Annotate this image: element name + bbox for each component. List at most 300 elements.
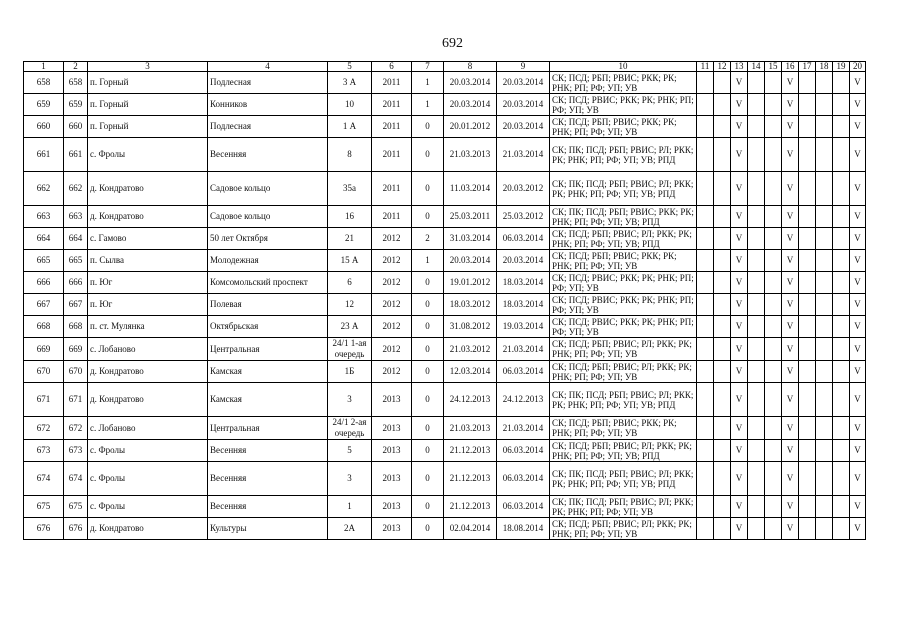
check-cell-16: V: [782, 383, 799, 417]
table-row: [24, 206, 866, 228]
table-row: [24, 338, 866, 361]
date-start-cell: 11.03.2014: [444, 172, 497, 206]
check-cell-18: [816, 338, 833, 361]
check-cell-17: [799, 250, 816, 272]
check-cell-14: [748, 294, 765, 316]
date-start-cell: 21.03.2013: [444, 138, 497, 172]
house-cell: 5: [328, 440, 372, 462]
column-header-13: 13: [731, 62, 748, 72]
count-cell: 0: [412, 272, 444, 294]
check-cell-15: [765, 250, 782, 272]
table-row: [24, 361, 866, 383]
works-cell: СК; ПСД; РВИС; РКК; РК; РНК; РП; РФ; УП; УВ: [550, 94, 697, 116]
date-end-cell: 21.03.2014: [497, 138, 550, 172]
year-cell: 2011: [372, 138, 412, 172]
date-end-cell: 18.08.2014: [497, 518, 550, 540]
settlement-cell: с. Фролы: [88, 440, 208, 462]
check-cell-14: [748, 316, 765, 338]
street-cell: Октябрьская: [208, 316, 328, 338]
row-index-cell: 675: [64, 496, 88, 518]
row-number-cell: 674: [24, 462, 64, 496]
row-index-cell: 671: [64, 383, 88, 417]
works-cell: СК; ПК; ПСД; РБП; РВИС; РЛ; РКК; РК; РНК; РП; РФ; УП; УВ; РПД: [550, 138, 697, 172]
check-cell-15: [765, 316, 782, 338]
date-start-cell: 20.01.2012: [444, 116, 497, 138]
check-cell-16: V: [782, 172, 799, 206]
check-cell-11: [697, 72, 714, 94]
check-cell-15: [765, 518, 782, 540]
count-cell: 0: [412, 383, 444, 417]
street-cell: Подлесная: [208, 116, 328, 138]
count-cell: 1: [412, 72, 444, 94]
check-cell-16: V: [782, 361, 799, 383]
street-cell: Центральная: [208, 417, 328, 440]
check-cell-16: V: [782, 138, 799, 172]
row-index-cell: 660: [64, 116, 88, 138]
check-cell-13: V: [731, 383, 748, 417]
table-row: [24, 440, 866, 462]
check-cell-13: V: [731, 116, 748, 138]
row-number-cell: 668: [24, 316, 64, 338]
check-cell-16: V: [782, 417, 799, 440]
house-cell: 3: [328, 383, 372, 417]
table-row: [24, 116, 866, 138]
check-cell-11: [697, 316, 714, 338]
row-index-cell: 676: [64, 518, 88, 540]
check-cell-15: [765, 294, 782, 316]
check-cell-15: [765, 417, 782, 440]
check-cell-18: [816, 316, 833, 338]
date-end-cell: 20.03.2014: [497, 116, 550, 138]
check-cell-11: [697, 361, 714, 383]
check-cell-12: [714, 316, 731, 338]
check-cell-11: [697, 338, 714, 361]
check-cell-20: V: [850, 383, 866, 417]
check-cell-18: [816, 206, 833, 228]
year-cell: 2013: [372, 496, 412, 518]
year-cell: 2012: [372, 272, 412, 294]
works-cell: СК; ПСД; РБП; РВИС; РКК; РК; РНК; РП; РФ; УП; УВ: [550, 417, 697, 440]
row-number-cell: 673: [24, 440, 64, 462]
check-cell-19: [833, 316, 850, 338]
check-cell-20: V: [850, 138, 866, 172]
check-cell-13: V: [731, 250, 748, 272]
street-cell: Центральная: [208, 338, 328, 361]
works-cell: СК; ПСД; РБП; РВИС; РЛ; РКК; РК; РНК; РП; РФ; УП; УВ: [550, 361, 697, 383]
check-cell-12: [714, 518, 731, 540]
row-number-cell: 666: [24, 272, 64, 294]
works-cell: СК; ПСД; РБП; РВИС; РКК; РК; РНК; РП; РФ; УП; УВ: [550, 72, 697, 94]
check-cell-12: [714, 294, 731, 316]
check-cell-17: [799, 138, 816, 172]
row-index-cell: 666: [64, 272, 88, 294]
check-cell-15: [765, 172, 782, 206]
check-cell-20: V: [850, 228, 866, 250]
house-cell: 1: [328, 496, 372, 518]
check-cell-13: V: [731, 138, 748, 172]
column-header-9: 9: [497, 62, 550, 72]
works-cell: СК; ПСД; РВИС; РКК; РК; РНК; РП; РФ; УП; УВ: [550, 294, 697, 316]
street-cell: Садовое кольцо: [208, 206, 328, 228]
check-cell-13: V: [731, 338, 748, 361]
check-cell-19: [833, 94, 850, 116]
column-header-1: 1: [24, 62, 64, 72]
check-cell-16: V: [782, 316, 799, 338]
year-cell: 2012: [372, 294, 412, 316]
check-cell-20: V: [850, 462, 866, 496]
works-cell: СК; ПСД; РБП; РВИС; РКК; РК; РНК; РП; РФ; УП; УВ: [550, 116, 697, 138]
house-cell: 1 А: [328, 116, 372, 138]
row-number-cell: 664: [24, 228, 64, 250]
check-cell-12: [714, 440, 731, 462]
house-cell: 6: [328, 272, 372, 294]
check-cell-14: [748, 138, 765, 172]
row-index-cell: 668: [64, 316, 88, 338]
street-cell: Конников: [208, 94, 328, 116]
count-cell: 0: [412, 518, 444, 540]
check-cell-13: V: [731, 72, 748, 94]
check-cell-19: [833, 462, 850, 496]
date-start-cell: 21.03.2013: [444, 417, 497, 440]
check-cell-14: [748, 440, 765, 462]
settlement-cell: с. Фролы: [88, 496, 208, 518]
check-cell-18: [816, 172, 833, 206]
check-cell-17: [799, 316, 816, 338]
column-header-8: 8: [444, 62, 497, 72]
check-cell-18: [816, 228, 833, 250]
date-start-cell: 24.12.2013: [444, 383, 497, 417]
works-cell: СК; ПСД; РБП; РВИС; РКК; РК; РНК; РП; РФ; УП; УВ: [550, 250, 697, 272]
check-cell-17: [799, 417, 816, 440]
check-cell-16: V: [782, 72, 799, 94]
column-header-4: 4: [208, 62, 328, 72]
check-cell-15: [765, 383, 782, 417]
check-cell-17: [799, 361, 816, 383]
date-start-cell: 18.03.2012: [444, 294, 497, 316]
check-cell-12: [714, 272, 731, 294]
check-cell-13: V: [731, 316, 748, 338]
year-cell: 2012: [372, 338, 412, 361]
check-cell-12: [714, 228, 731, 250]
check-cell-12: [714, 250, 731, 272]
house-cell: 8: [328, 138, 372, 172]
settlement-cell: п. ст. Мулянка: [88, 316, 208, 338]
year-cell: 2012: [372, 316, 412, 338]
row-number-cell: 663: [24, 206, 64, 228]
works-cell: СК; ПСД; РБП; РВИС; РЛ; РКК; РК; РНК; РП; РФ; УП; УВ: [550, 338, 697, 361]
check-cell-13: V: [731, 496, 748, 518]
column-header-15: 15: [765, 62, 782, 72]
check-cell-18: [816, 440, 833, 462]
street-cell: Весенняя: [208, 440, 328, 462]
street-cell: Камская: [208, 361, 328, 383]
check-cell-15: [765, 361, 782, 383]
check-cell-12: [714, 72, 731, 94]
check-cell-19: [833, 72, 850, 94]
check-cell-20: V: [850, 316, 866, 338]
count-cell: 0: [412, 361, 444, 383]
works-cell: СК; ПСД; РВИС; РКК; РК; РНК; РП; РФ; УП; УВ: [550, 272, 697, 294]
header-row: [24, 62, 866, 72]
check-cell-14: [748, 383, 765, 417]
check-cell-15: [765, 228, 782, 250]
column-header-12: 12: [714, 62, 731, 72]
check-cell-14: [748, 272, 765, 294]
table-row: [24, 72, 866, 94]
count-cell: 0: [412, 138, 444, 172]
row-number-cell: 669: [24, 338, 64, 361]
check-cell-19: [833, 338, 850, 361]
date-end-cell: 20.03.2014: [497, 72, 550, 94]
year-cell: 2011: [372, 116, 412, 138]
date-end-cell: 24.12.2013: [497, 383, 550, 417]
date-start-cell: 12.03.2014: [444, 361, 497, 383]
check-cell-20: V: [850, 338, 866, 361]
row-index-cell: 663: [64, 206, 88, 228]
date-end-cell: 20.03.2012: [497, 172, 550, 206]
check-cell-14: [748, 518, 765, 540]
check-cell-17: [799, 94, 816, 116]
check-cell-12: [714, 172, 731, 206]
row-index-cell: 674: [64, 462, 88, 496]
check-cell-18: [816, 272, 833, 294]
year-cell: 2013: [372, 440, 412, 462]
check-cell-11: [697, 417, 714, 440]
check-cell-13: V: [731, 361, 748, 383]
house-cell: 35а: [328, 172, 372, 206]
check-cell-14: [748, 116, 765, 138]
table-body: [24, 72, 866, 540]
page-number: 692: [442, 36, 463, 51]
check-cell-11: [697, 116, 714, 138]
settlement-cell: п. Горный: [88, 94, 208, 116]
column-header-11: 11: [697, 62, 714, 72]
table-row: [24, 462, 866, 496]
date-end-cell: 06.03.2014: [497, 228, 550, 250]
check-cell-14: [748, 250, 765, 272]
check-cell-20: V: [850, 116, 866, 138]
year-cell: 2011: [372, 72, 412, 94]
date-end-cell: 06.03.2014: [497, 361, 550, 383]
house-cell: 12: [328, 294, 372, 316]
column-header-18: 18: [816, 62, 833, 72]
settlement-cell: с. Фролы: [88, 138, 208, 172]
works-cell: СК; ПК; ПСД; РБП; РВИС; РЛ; РКК; РК; РНК; РП; РФ; УП; УВ; РПД: [550, 462, 697, 496]
date-start-cell: 25.03.2011: [444, 206, 497, 228]
check-cell-14: [748, 361, 765, 383]
check-cell-13: V: [731, 440, 748, 462]
count-cell: 0: [412, 316, 444, 338]
check-cell-11: [697, 518, 714, 540]
check-cell-13: V: [731, 94, 748, 116]
house-cell: 3 А: [328, 72, 372, 94]
check-cell-12: [714, 417, 731, 440]
check-cell-15: [765, 496, 782, 518]
column-header-3: 3: [88, 62, 208, 72]
check-cell-19: [833, 417, 850, 440]
year-cell: 2013: [372, 462, 412, 496]
check-cell-17: [799, 496, 816, 518]
check-cell-15: [765, 462, 782, 496]
check-cell-12: [714, 94, 731, 116]
check-cell-15: [765, 206, 782, 228]
check-cell-15: [765, 440, 782, 462]
settlement-cell: с. Фролы: [88, 462, 208, 496]
house-cell: 15 А: [328, 250, 372, 272]
year-cell: 2013: [372, 518, 412, 540]
settlement-cell: п. Сылва: [88, 250, 208, 272]
year-cell: 2011: [372, 206, 412, 228]
count-cell: 1: [412, 94, 444, 116]
year-cell: 2011: [372, 172, 412, 206]
settlement-cell: п. Юг: [88, 272, 208, 294]
check-cell-17: [799, 172, 816, 206]
column-header-7: 7: [412, 62, 444, 72]
row-index-cell: 665: [64, 250, 88, 272]
check-cell-20: V: [850, 172, 866, 206]
date-start-cell: 21.12.2013: [444, 440, 497, 462]
table-row: [24, 294, 866, 316]
column-header-10: 10: [550, 62, 697, 72]
date-end-cell: 06.03.2014: [497, 440, 550, 462]
check-cell-20: V: [850, 361, 866, 383]
check-cell-11: [697, 383, 714, 417]
table-row: [24, 250, 866, 272]
check-cell-15: [765, 72, 782, 94]
check-cell-17: [799, 462, 816, 496]
table-row: [24, 172, 866, 206]
date-end-cell: 21.03.2014: [497, 417, 550, 440]
check-cell-20: V: [850, 72, 866, 94]
column-header-20: 20: [850, 62, 866, 72]
check-cell-14: [748, 228, 765, 250]
check-cell-11: [697, 272, 714, 294]
table-row: [24, 518, 866, 540]
date-start-cell: 19.01.2012: [444, 272, 497, 294]
check-cell-12: [714, 383, 731, 417]
check-cell-14: [748, 72, 765, 94]
settlement-cell: п. Юг: [88, 294, 208, 316]
check-cell-18: [816, 72, 833, 94]
check-cell-17: [799, 228, 816, 250]
street-cell: Молодежная: [208, 250, 328, 272]
works-cell: СК; ПК; ПСД; РБП; РВИС; РКК; РК; РНК; РП; РФ; УП; УВ; РПД: [550, 206, 697, 228]
year-cell: 2012: [372, 250, 412, 272]
house-cell: 1Б: [328, 361, 372, 383]
year-cell: 2013: [372, 383, 412, 417]
check-cell-19: [833, 294, 850, 316]
check-cell-17: [799, 440, 816, 462]
row-index-cell: 662: [64, 172, 88, 206]
date-end-cell: 06.03.2014: [497, 496, 550, 518]
check-cell-12: [714, 206, 731, 228]
check-cell-13: V: [731, 228, 748, 250]
house-cell: 2А: [328, 518, 372, 540]
check-cell-18: [816, 138, 833, 172]
check-cell-19: [833, 383, 850, 417]
check-cell-13: V: [731, 518, 748, 540]
check-cell-17: [799, 206, 816, 228]
row-number-cell: 662: [24, 172, 64, 206]
check-cell-11: [697, 228, 714, 250]
street-cell: Садовое кольцо: [208, 172, 328, 206]
check-cell-16: V: [782, 206, 799, 228]
row-index-cell: 664: [64, 228, 88, 250]
table-row: [24, 94, 866, 116]
street-cell: Подлесная: [208, 72, 328, 94]
check-cell-15: [765, 338, 782, 361]
count-cell: 2: [412, 228, 444, 250]
works-cell: СК; ПСД; РБП; РВИС; РЛ; РКК; РК; РНК; РП; РФ; УП; УВ; РПД: [550, 228, 697, 250]
table-row: [24, 316, 866, 338]
row-index-cell: 672: [64, 417, 88, 440]
house-cell: 3: [328, 462, 372, 496]
check-cell-11: [697, 206, 714, 228]
check-cell-15: [765, 94, 782, 116]
settlement-cell: д. Кондратово: [88, 206, 208, 228]
check-cell-18: [816, 518, 833, 540]
row-number-cell: 670: [24, 361, 64, 383]
settlement-cell: д. Кондратово: [88, 172, 208, 206]
check-cell-18: [816, 116, 833, 138]
check-cell-15: [765, 272, 782, 294]
row-number-cell: 672: [24, 417, 64, 440]
date-end-cell: 19.03.2014: [497, 316, 550, 338]
table-row: [24, 228, 866, 250]
check-cell-15: [765, 116, 782, 138]
check-cell-17: [799, 518, 816, 540]
check-cell-20: V: [850, 272, 866, 294]
date-start-cell: 20.03.2014: [444, 72, 497, 94]
row-index-cell: 673: [64, 440, 88, 462]
row-index-cell: 667: [64, 294, 88, 316]
check-cell-16: V: [782, 338, 799, 361]
check-cell-11: [697, 294, 714, 316]
date-end-cell: 20.03.2014: [497, 250, 550, 272]
check-cell-16: V: [782, 116, 799, 138]
check-cell-18: [816, 462, 833, 496]
column-header-19: 19: [833, 62, 850, 72]
column-header-14: 14: [748, 62, 765, 72]
row-number-cell: 658: [24, 72, 64, 94]
check-cell-19: [833, 116, 850, 138]
check-cell-14: [748, 417, 765, 440]
check-cell-12: [714, 116, 731, 138]
registry-table: [23, 61, 866, 540]
check-cell-18: [816, 294, 833, 316]
year-cell: 2012: [372, 228, 412, 250]
street-cell: Камская: [208, 383, 328, 417]
check-cell-19: [833, 518, 850, 540]
house-cell: 10: [328, 94, 372, 116]
column-header-16: 16: [782, 62, 799, 72]
check-cell-19: [833, 496, 850, 518]
check-cell-19: [833, 250, 850, 272]
date-start-cell: 31.03.2014: [444, 228, 497, 250]
count-cell: 0: [412, 440, 444, 462]
row-index-cell: 661: [64, 138, 88, 172]
street-cell: Культуры: [208, 518, 328, 540]
date-end-cell: 21.03.2014: [497, 338, 550, 361]
check-cell-18: [816, 94, 833, 116]
check-cell-19: [833, 206, 850, 228]
column-header-17: 17: [799, 62, 816, 72]
check-cell-17: [799, 383, 816, 417]
settlement-cell: с. Гамово: [88, 228, 208, 250]
check-cell-19: [833, 172, 850, 206]
street-cell: Полевая: [208, 294, 328, 316]
check-cell-11: [697, 462, 714, 496]
